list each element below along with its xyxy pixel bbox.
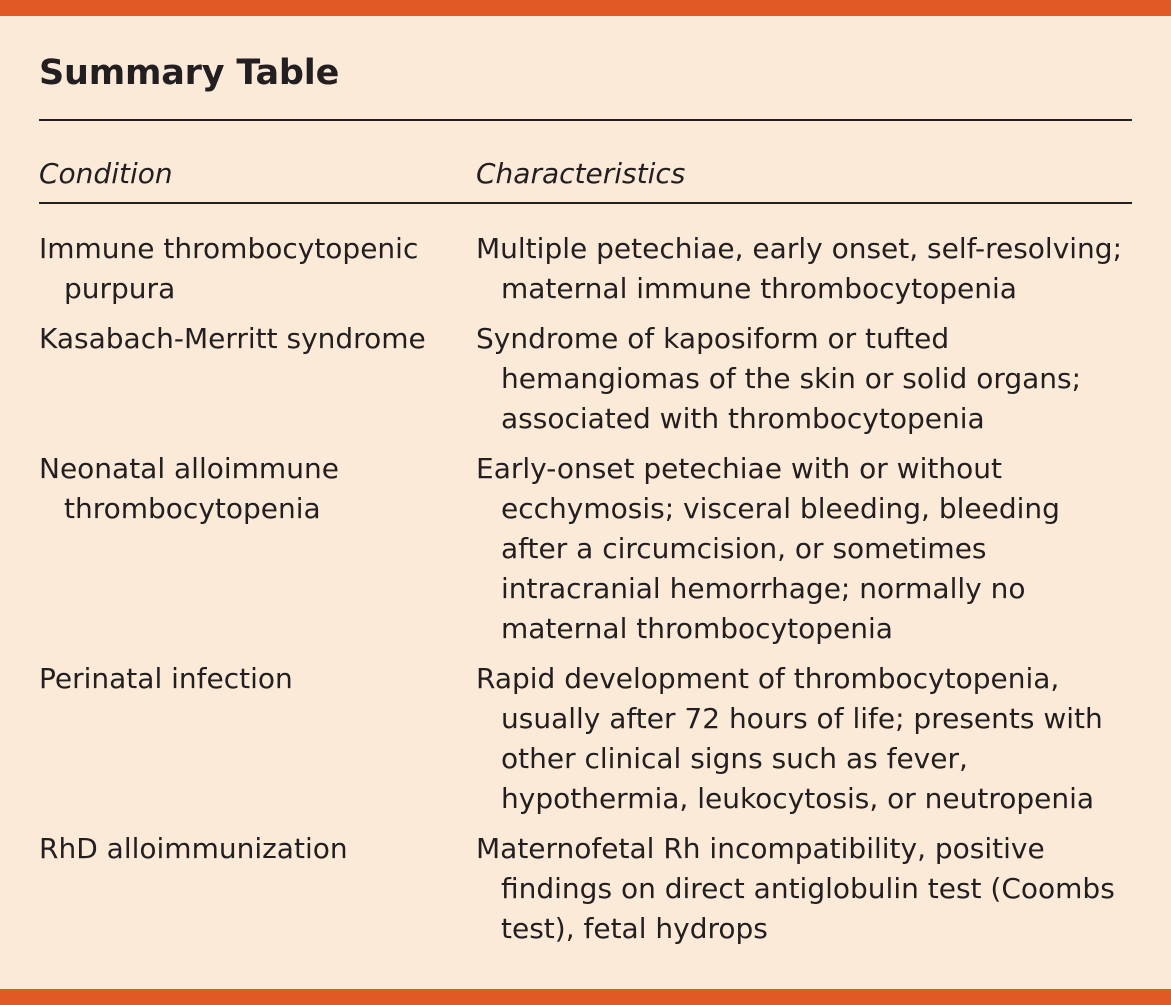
condition-cell: Neonatal alloimmune thrombocytopenia [39, 452, 339, 525]
table-title: Summary Table [39, 53, 340, 93]
condition-cell: RhD alloimmunization [39, 832, 348, 865]
top-accent-bar [0, 0, 1171, 16]
column-header-characteristics: Characteristics [476, 157, 686, 190]
table-body [39, 229, 1132, 959]
condition-cell: Perinatal infection [39, 662, 293, 695]
characteristics-cell: Early-onset petechiae with or without ecchymosis; visceral bleeding, bleeding after a circumcision, or sometimes intracranial hemorrhage; normally no maternal thrombocytopenia [476, 452, 1060, 645]
table-row [39, 319, 1132, 439]
title-divider [39, 119, 1132, 121]
table-row [39, 659, 1132, 819]
characteristics-cell: Rapid development of thrombocytopenia, usually after 72 hours of life; presents with other clinical signs such as fever, hypothermia, leukocytosis, or neutropenia [476, 662, 1103, 815]
bottom-accent-bar [0, 989, 1171, 1005]
characteristics-cell: Maternofetal Rh incompatibility, positive findings on direct antiglobulin test (Coombs test), fetal hydrops [476, 832, 1115, 945]
table-row [39, 449, 1132, 649]
column-header-condition: Condition [39, 157, 173, 190]
condition-cell: Immune thrombocytopenic purpura [39, 232, 419, 305]
table-row [39, 229, 1132, 309]
characteristics-cell: Multiple petechiae, early onset, self-resolving; maternal immune thrombocytopenia [476, 232, 1122, 305]
table-row [39, 829, 1132, 949]
header-divider [39, 202, 1132, 204]
condition-cell: Kasabach-Merritt syndrome [39, 322, 426, 355]
characteristics-cell: Syndrome of kaposiform or tufted hemangiomas of the skin or solid organs; associated with thrombocytopenia [476, 322, 1082, 435]
